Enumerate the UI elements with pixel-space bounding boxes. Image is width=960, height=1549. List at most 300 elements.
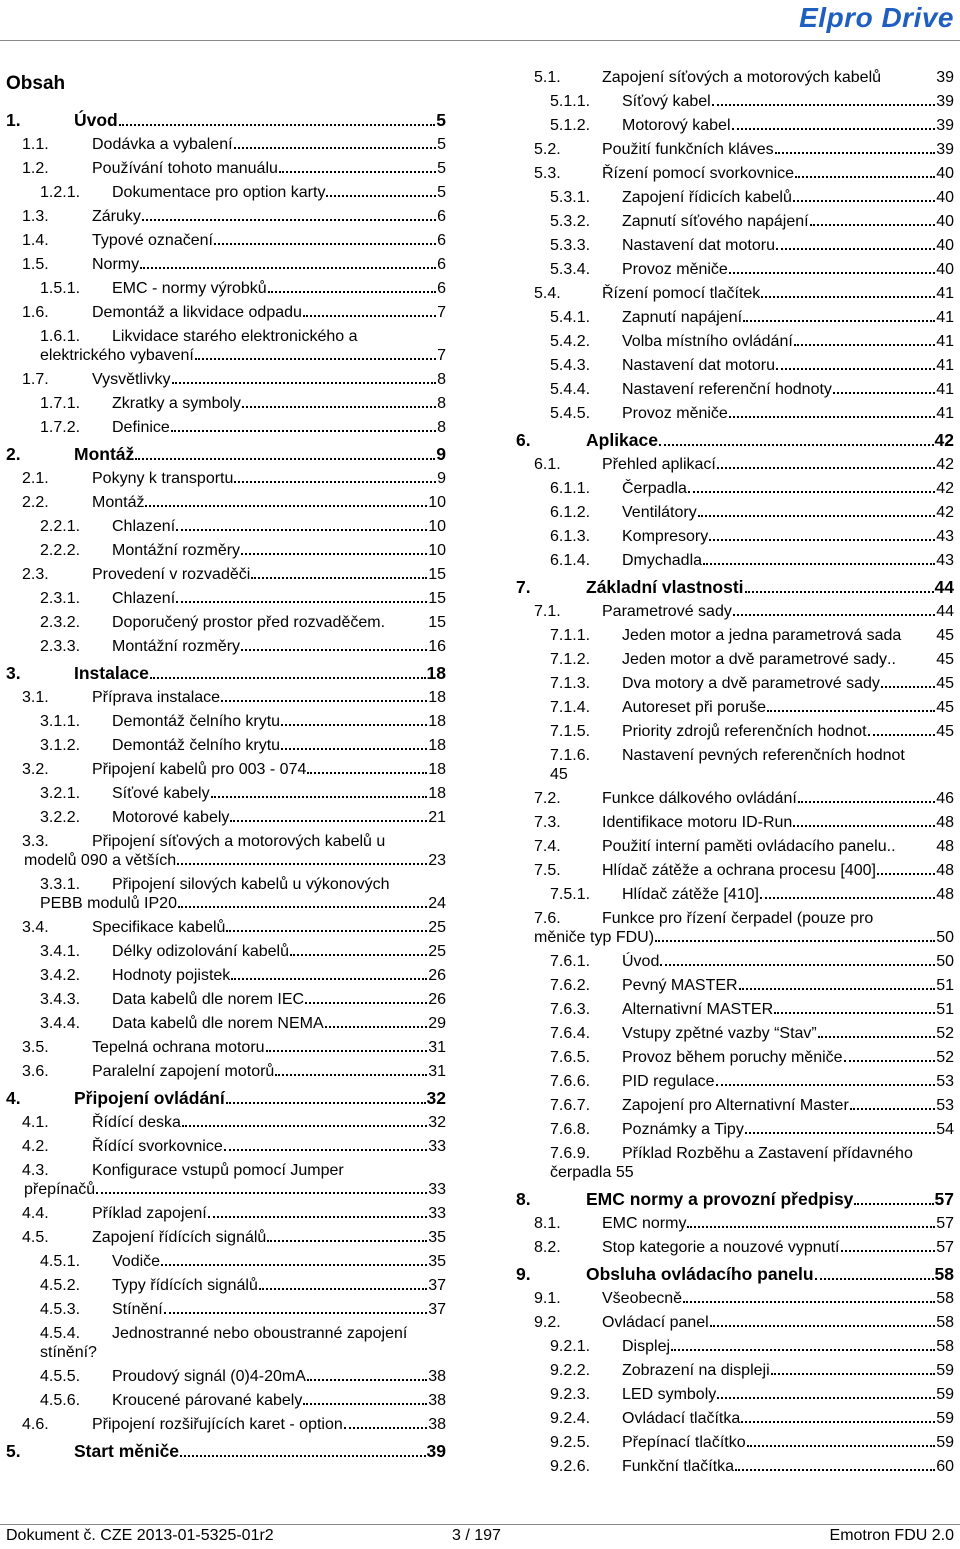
toc-entry-number: 9.2.3. [550,1386,591,1403]
toc-entry-number: 5.4.3. [550,357,591,374]
toc-entry-line [6,1228,446,1247]
toc-entry-number: 4.5.4. [40,1325,81,1342]
toc-entry[interactable] [6,916,446,940]
toc-entry[interactable] [6,734,446,758]
toc-entry[interactable] [6,1226,446,1250]
toc-entry[interactable] [516,573,954,600]
toc-entry-title: Data kabelů dle norem IEC [112,991,305,1008]
toc-entry[interactable] [6,325,446,368]
toc-entry[interactable] [516,90,954,114]
toc-entry-line [516,1163,954,1182]
toc-entry-page: 6 [437,232,446,249]
toc-leader-dots [224,1137,427,1151]
toc-entry-title: Čerpadla [622,480,687,497]
toc-entry-page: 59 [936,1434,954,1451]
toc-entry[interactable] [6,229,446,253]
toc-entry-page: 33 [428,1205,446,1222]
toc-entry-title: Nastavení pevných referenčních hodnot [622,747,905,764]
toc-entry-page: 52 [936,1049,954,1066]
toc-leader-dots [226,918,427,932]
toc-entry[interactable] [516,811,954,835]
toc-leader-dots [230,808,427,822]
toc-entry-number: 2.2.2. [40,542,81,559]
toc-entry[interactable] [516,1118,954,1142]
toc-entry[interactable] [516,883,954,907]
toc-entry-number: 5.3.1. [550,189,591,206]
toc-leader-dots [794,332,935,346]
toc-entry-line [6,1343,446,1362]
toc-entry-page: 39 [936,69,954,86]
toc-entry-page: 15 [428,614,446,631]
toc-entry[interactable] [516,696,954,720]
toc-entry-line [516,164,954,183]
toc-entry-page: 54 [936,1121,954,1138]
footer-page-counter: 3 / 197 [452,1527,501,1544]
toc-entry[interactable] [6,1036,446,1060]
toc-entry[interactable] [516,1142,954,1185]
toc-leader-dots [226,1090,426,1104]
toc-entry[interactable] [6,1012,446,1036]
toc-entry-number: 3.2.2. [40,809,81,826]
toc-leader-dots [687,1214,935,1228]
toc-leader-dots [729,404,935,418]
toc-entry-title: Motorové kabely [112,809,230,826]
toc-entry[interactable] [6,106,446,133]
toc-entry-title: Obsluha ovládacího panelu [586,1264,814,1284]
toc-entry-line [6,1038,446,1057]
toc-entry[interactable] [6,1084,446,1111]
toc-entry-title: Displej [622,1338,671,1355]
toc-entry-number: 3.4. [22,919,49,936]
toc-entry[interactable] [516,1287,954,1311]
toc-leader-dots [815,1266,934,1280]
toc-entry[interactable] [6,710,446,734]
toc-entry[interactable] [516,648,954,672]
toc-entry[interactable] [6,277,446,301]
toc-entry-page: 48 [936,838,954,855]
toc-entry-title: Demontáž čelního krytu [112,737,281,754]
toc-entry-number: 7.2. [534,790,561,807]
toc-entry-number: 1.7. [22,371,49,388]
toc-entry-page: 15 [428,566,446,583]
toc-entry-title: Jeden motor a jedna parametrová sada [622,627,902,644]
toc-entry-line [516,602,954,621]
toc-entry-title: Vysvětlivky [92,371,171,388]
toc-entry-title: Chlazení [112,518,176,535]
toc-entry-number: 5.1.1. [550,93,591,110]
toc-entry[interactable] [6,133,446,157]
toc-entry[interactable] [6,515,446,539]
toc-entry[interactable] [516,1455,954,1479]
toc-entry[interactable] [6,611,446,635]
toc-entry[interactable] [6,1135,446,1159]
toc-leader-dots [688,479,935,493]
toc-entry[interactable] [6,659,446,686]
toc-entry[interactable] [516,1335,954,1359]
toc-entry-title: Úvod [74,110,118,130]
toc-entry[interactable] [6,1159,446,1202]
toc-entry[interactable] [6,253,446,277]
toc-leader-dots [214,231,436,245]
toc-entry[interactable] [516,162,954,186]
toc-leader-dots [182,1113,427,1127]
toc-entry-page: 45 [936,651,954,668]
toc-entry-title: Příklad Rozběhu a Zastavení přídavného [622,1145,913,1162]
toc-entry-line [516,1189,954,1209]
toc-entry-number: 5.1. [534,69,561,86]
toc-entry[interactable] [6,491,446,515]
toc-entry-title: Použití interní paměti ovládacího panelu [602,838,887,855]
toc-entry-title: LED symboly [622,1386,717,1403]
toc-entry[interactable] [516,1212,954,1236]
toc-entry-page: 48 [936,886,954,903]
toc-entry-page: 7 [437,347,446,364]
toc-entry-title: Funkce pro řízení čerpadel (pouze pro [602,910,874,927]
toc-entry[interactable] [516,114,954,138]
toc-entry-line [6,1161,446,1180]
toc-entry-title: Normy [92,256,140,273]
toc-entry[interactable] [516,1022,954,1046]
toc-entry[interactable] [516,282,954,306]
toc-leader-dots [303,1391,427,1405]
toc-entry-number: 7.1.3. [550,675,591,692]
toc-entry[interactable] [6,1365,446,1389]
toc-entry[interactable] [516,998,954,1022]
toc-entry[interactable] [516,453,954,477]
toc-entry-title: Zapnutí síťového napájení [622,213,809,230]
toc-entry-page: 41 [936,405,954,422]
toc-entry-page: 50 [936,953,954,970]
toc-leader-dots [776,236,935,250]
toc-entry[interactable] [6,563,446,587]
toc-entry[interactable] [6,467,446,491]
toc-entry-page: 51 [936,1001,954,1018]
toc-entry[interactable] [6,587,446,611]
toc-leader-dots [96,1180,427,1194]
toc-entry[interactable] [6,1322,446,1365]
toc-entry[interactable] [516,859,954,883]
toc-entry-line [516,813,954,832]
toc-entry-line [516,577,954,597]
toc-entry[interactable] [516,1046,954,1070]
toc-entry[interactable] [516,1070,954,1094]
toc-entry-title: Řízení pomocí svorkovnice [602,165,795,182]
toc-entry[interactable] [6,988,446,1012]
toc-entry-number: 5.3.2. [550,213,591,230]
toc-entry[interactable] [6,940,446,964]
brand-logo-text: Elpro Drive [799,2,954,33]
toc-entry[interactable] [6,782,446,806]
toc-entry-title: Zapnutí napájení [622,309,743,326]
toc-entry[interactable] [516,1431,954,1455]
toc-entry[interactable] [516,210,954,234]
toc-entry-page: 21 [428,809,446,826]
toc-entry-title: Poznámky a Tipy [622,1121,744,1138]
toc-entry[interactable] [516,1311,954,1335]
toc-entry-page: 58 [936,1314,954,1331]
toc-entry-number: 3.4.3. [40,991,81,1008]
toc-entry-title-cont: stínění? [40,1344,97,1361]
toc-entry-title: Připojení kabelů pro 003 - 074 [92,761,307,778]
toc-entry[interactable] [6,1413,446,1437]
toc-leader-dots [242,394,436,408]
toc-entry[interactable] [516,744,954,787]
toc-entry-number: 9.2.1. [550,1338,591,1355]
toc-leader-dots [798,789,935,803]
toc-entry[interactable] [6,1274,446,1298]
toc-entry[interactable] [6,1060,446,1084]
toc-entry[interactable] [516,234,954,258]
toc-entry-number: 3.3. [22,833,49,850]
toc-entry[interactable] [516,835,954,859]
toc-entry[interactable] [6,830,446,873]
toc-entry[interactable] [516,1236,954,1260]
toc-entry-number: 2.2. [22,494,49,511]
toc-entry-separator: .. [886,838,896,855]
toc-entry-line [516,928,954,947]
toc-entry[interactable] [516,354,954,378]
toc-entry[interactable] [6,440,446,467]
toc-entry-title: Parametrové sady [602,603,732,620]
toc-entry[interactable] [516,330,954,354]
toc-entry[interactable] [6,205,446,229]
toc-entry[interactable] [6,301,446,325]
toc-entry-page: 8 [437,395,446,412]
toc-entry-page: 44 [936,603,954,620]
toc-entry-number: 2. [6,444,21,464]
toc-entry-page: 41 [936,333,954,350]
toc-entry-title: Síťový kabel [622,93,711,110]
toc-entry-line [516,68,954,87]
header-divider [0,40,960,41]
toc-entry-line [6,303,446,322]
toc-entry-title: Řídící deska [92,1114,181,1131]
toc-leader-dots [161,1252,427,1266]
toc-entry-page: 26 [428,991,446,1008]
toc-entry[interactable] [6,416,446,440]
toc-entry-number: 3.2. [22,761,49,778]
toc-entry-number: 7.1. [534,603,561,620]
toc-entry-line [516,789,954,808]
toc-entry-number: 3.3.1. [40,876,81,893]
toc-entry-page: 18 [428,737,446,754]
toc-entry[interactable] [516,66,954,90]
toc-entry-title-cont: PEBB modulů IP20 [40,895,177,912]
toc-entry[interactable] [516,1383,954,1407]
toc-entry-page: 57 [936,1215,954,1232]
toc-entry[interactable] [516,378,954,402]
toc-entry[interactable] [6,368,446,392]
toc-entry-title: Příprava instalace [92,689,221,706]
toc-entry-page: 15 [428,590,446,607]
toc-entry-title: Nastavení dat motoru [622,237,775,254]
toc-entry[interactable] [516,907,954,950]
toc-leader-dots [741,1409,935,1423]
toc-entry-number: 4.5.5. [40,1368,81,1385]
footer-product: Emotron FDU 2.0 [829,1527,954,1544]
toc-entry[interactable] [516,138,954,162]
toc-entry-title: Řízení pomocí tlačítek [602,285,761,302]
toc-entry-page: 10 [428,518,446,535]
toc-entry-page: 33 [428,1181,446,1198]
toc-entry-page: 24 [428,895,446,912]
toc-entry-page: 60 [936,1458,954,1475]
toc-entry[interactable] [6,157,446,181]
toc-entry[interactable] [6,392,446,416]
toc-leader-dots [180,1443,425,1457]
toc-entry[interactable] [516,1407,954,1431]
toc-entry[interactable] [516,1185,954,1212]
toc-entry-number: 4.5.3. [40,1301,81,1318]
toc-entry-number: 3.2.1. [40,785,81,802]
toc-entry[interactable] [6,1437,446,1464]
toc-entry-title: Specifikace kabelů [92,919,226,936]
toc-entry[interactable] [6,873,446,916]
toc-entry[interactable] [6,686,446,710]
toc-entry[interactable] [516,950,954,974]
toc-entry-number: 1.5. [22,256,49,273]
toc-entry[interactable] [516,306,954,330]
toc-left-list [6,106,446,1464]
toc-entry[interactable] [6,635,446,659]
toc-entry[interactable] [516,477,954,501]
toc-entry[interactable] [516,258,954,282]
toc-entry-line [6,1180,446,1199]
toc-entry[interactable] [516,1359,954,1383]
toc-entry-page: 16 [428,638,446,655]
toc-entry-line [6,1415,446,1434]
toc-entry-title: Montážní rozměry [112,638,241,655]
toc-entry-page: 41 [936,309,954,326]
toc-entry-page: 42 [934,430,954,450]
toc-entry-title: Hlídač zátěže a ochrana procesu [400] [602,862,876,879]
toc-entry-number: 6.1.1. [550,480,591,497]
toc-entry[interactable] [6,181,446,205]
toc-entry-page: 23 [428,852,446,869]
toc-entry[interactable] [516,1260,954,1287]
toc-entry-page: 53 [936,1073,954,1090]
toc-entry-line [6,565,446,584]
toc-entry-title: Autoreset při poruše [622,699,767,716]
toc-leader-dots [771,1361,936,1375]
toc-entry-title: Zapojení pro Alternativní Master [622,1097,849,1114]
toc-entry-title: Chlazení [112,590,176,607]
toc-entry[interactable] [6,1202,446,1226]
toc-entry[interactable] [516,186,954,210]
toc-entry-line [516,284,954,303]
toc-leader-dots [717,1385,935,1399]
toc-entry-title: Definice [112,419,170,436]
toc-entry[interactable] [6,964,446,988]
toc-entry[interactable] [516,974,954,998]
toc-entry-title-cont: měniče typ FDU) [534,929,655,946]
toc-entry-page: 46 [936,790,954,807]
toc-entry-title: Provedení v rozvaděči [92,566,251,583]
toc-entry-number: 1.7.2. [40,419,81,436]
toc-entry-number: 7.6.8. [550,1121,591,1138]
toc-entry-number: 3. [6,663,21,683]
toc-entry-number: 1.7.1. [40,395,81,412]
toc-entry[interactable] [516,1094,954,1118]
toc-entry-number: 6.1.4. [550,552,591,569]
toc-leader-dots [795,164,935,178]
toc-title: Obsah [6,73,66,94]
toc-leader-dots [659,432,934,446]
toc-entry[interactable] [516,402,954,426]
toc-entry-page: 45 [936,627,954,644]
toc-entry-title: Provoz měniče [622,405,728,422]
toc-entry[interactable] [516,624,954,648]
toc-entry[interactable] [516,501,954,525]
toc-entry-page: 57 [936,1239,954,1256]
toc-leader-dots [344,1415,427,1429]
toc-entry-number: 5.4.5. [550,405,591,422]
toc-entry-title: Vodiče [112,1253,161,1270]
toc-entry[interactable] [516,525,954,549]
toc-entry-number: 5. [6,1441,21,1461]
toc-entry-title: Funkční tlačítka [622,1458,735,1475]
toc-entry[interactable] [6,1298,446,1322]
toc-entry-line [6,918,446,937]
toc-entry-title-cont: čerpadla 55 [550,1164,634,1181]
toc-entry-line [516,837,954,856]
toc-entry-number: 6. [516,430,531,450]
toc-entry-title: Montáž [92,494,145,511]
toc-entry-title: Vstupy zpětné vazby “Stav” [622,1025,817,1042]
toc-leader-dots [739,976,936,990]
toc-leader-dots [776,356,935,370]
toc-entry-page: 58 [934,1264,954,1284]
toc-entry-page: 59 [936,1362,954,1379]
toc-entry[interactable] [516,549,954,573]
toc-entry-page: 9 [437,470,446,487]
toc-entry[interactable] [6,758,446,782]
toc-entry[interactable] [516,787,954,811]
toc-leader-dots [761,284,935,298]
toc-leader-dots [747,1433,936,1447]
toc-entry[interactable] [516,600,954,624]
toc-entry-number: 1.6.1. [40,328,81,345]
toc-entry-page: 42 [936,504,954,521]
toc-entry-number: 9.1. [534,1290,561,1307]
toc-entry[interactable] [516,672,954,696]
toc-entry-page: 31 [428,1039,446,1056]
toc-entry[interactable] [6,1389,446,1413]
toc-entry-number: 4.5.2. [40,1277,81,1294]
toc-leader-dots [735,1457,935,1471]
toc-entry-title: Funkce dálkového ovládání [602,790,797,807]
toc-entry-line [6,1441,446,1461]
toc-entry-title: Dva motory a dvě parametrové sady [622,675,880,692]
toc-entry-number: 7.5. [534,862,561,879]
toc-entry[interactable] [516,720,954,744]
toc-entry[interactable] [516,426,954,453]
toc-entry-number: 9.2.4. [550,1410,591,1427]
toc-leader-dots [171,418,436,432]
toc-entry-title: Demontáž a likvidace odpadu [92,304,302,321]
toc-entry-title: Používání tohoto manuálu [92,160,278,177]
toc-entry[interactable] [6,1111,446,1135]
toc-leader-dots [119,112,436,126]
toc-entry-number: 7.6.4. [550,1025,591,1042]
toc-leader-dots [716,1072,936,1086]
toc-entry[interactable] [6,539,446,563]
toc-entry[interactable] [6,1250,446,1274]
toc-entry-number: 5.1.2. [550,117,591,134]
toc-entry[interactable] [6,806,446,830]
toc-entry-page: 42 [936,456,954,473]
toc-entry-page: 5 [437,160,446,177]
